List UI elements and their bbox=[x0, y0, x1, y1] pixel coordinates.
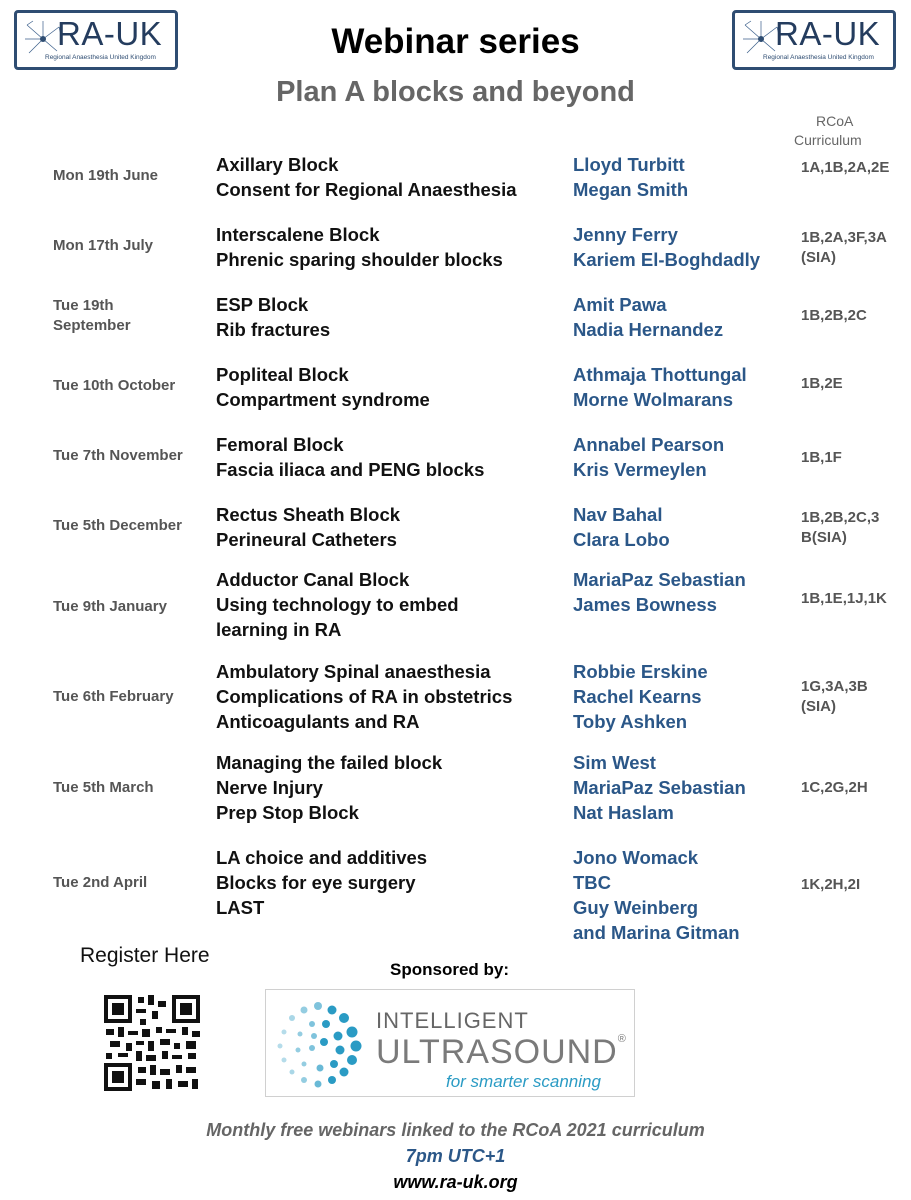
page-title: Webinar series bbox=[331, 22, 580, 61]
curriculum-heading bbox=[794, 112, 894, 150]
topic: Femoral Block bbox=[216, 434, 344, 455]
sponsor-tagline: for smarter scanning bbox=[446, 1072, 601, 1091]
topic: Adductor Canal Block bbox=[216, 569, 410, 590]
speaker: Lloyd Turbitt bbox=[573, 154, 685, 175]
logo-text: RA-UK bbox=[775, 15, 881, 52]
session-speakers bbox=[573, 659, 788, 734]
topic: Complications of RA in obstetrics bbox=[216, 686, 513, 707]
speaker: Guy Weinberg bbox=[573, 897, 699, 918]
date-line: Tue 10th October bbox=[53, 377, 176, 394]
page-subtitle: Plan A blocks and beyond bbox=[276, 76, 635, 108]
logo-subtitle: Regional Anaesthesia United Kingdom bbox=[45, 54, 156, 61]
topic: Axillary Block bbox=[216, 154, 339, 175]
speaker: Nat Haslam bbox=[573, 802, 674, 823]
speaker: Jono Womack bbox=[573, 847, 699, 868]
sponsored-label: Sponsored by: bbox=[390, 960, 510, 979]
topic: ESP Block bbox=[216, 294, 309, 315]
session-topics bbox=[216, 845, 561, 920]
date-line: Mon 19th June bbox=[53, 167, 159, 184]
speaker: Toby Ashken bbox=[573, 711, 688, 732]
speaker: Rachel Kearns bbox=[573, 686, 702, 707]
session-topics bbox=[216, 659, 561, 734]
logo-subtitle: Regional Anaesthesia United Kingdom bbox=[763, 54, 874, 61]
topic: Managing the failed block bbox=[216, 752, 443, 773]
session-topics bbox=[216, 502, 561, 552]
session-speakers bbox=[573, 845, 788, 945]
speaker: and Marina Gitman bbox=[573, 922, 740, 943]
session-date bbox=[53, 376, 203, 396]
date-line: Tue 7th November bbox=[53, 447, 183, 464]
dotted-sphere-icon bbox=[270, 996, 366, 1092]
session-speakers bbox=[573, 750, 788, 825]
session-curriculum: 1B,1E,1J,1K bbox=[801, 590, 887, 607]
session-curriculum: 1B,2E bbox=[801, 375, 843, 392]
session-date bbox=[53, 597, 203, 617]
topic: learning in RA bbox=[216, 619, 342, 640]
speaker: Kris Vermeylen bbox=[573, 459, 707, 480]
session-curriculum: 1A,1B,2A,2E bbox=[801, 159, 890, 176]
speaker: Nadia Hernandez bbox=[573, 319, 724, 340]
session-date bbox=[53, 516, 203, 536]
topic: Consent for Regional Anaesthesia bbox=[216, 179, 517, 200]
register-label: Register Here bbox=[80, 944, 210, 967]
session-topics bbox=[216, 292, 561, 342]
topic: Blocks for eye surgery bbox=[216, 872, 416, 893]
session-speakers bbox=[573, 567, 788, 617]
session-speakers bbox=[573, 362, 788, 412]
topic: Fascia iliaca and PENG blocks bbox=[216, 459, 485, 480]
speaker: Sim West bbox=[573, 752, 656, 773]
session-date bbox=[53, 446, 203, 466]
qr-code-icon[interactable] bbox=[104, 995, 200, 1091]
session-speakers bbox=[573, 152, 788, 202]
session-speakers bbox=[573, 292, 788, 342]
speaker: Megan Smith bbox=[573, 179, 689, 200]
topic: Using technology to embed bbox=[216, 594, 459, 615]
speaker: James Bowness bbox=[573, 594, 717, 615]
footer-website-link[interactable]: www.ra-uk.org bbox=[393, 1172, 518, 1192]
session-date bbox=[53, 778, 203, 798]
topic: Interscalene Block bbox=[216, 224, 380, 245]
sponsor-line1: INTELLIGENT bbox=[376, 1008, 529, 1033]
topic: Compartment syndrome bbox=[216, 389, 430, 410]
session-date bbox=[53, 687, 203, 707]
registered-mark: ® bbox=[617, 1033, 627, 1045]
topic: LAST bbox=[216, 897, 265, 918]
date-line: Tue 5th March bbox=[53, 779, 154, 796]
speaker: Nav Bahal bbox=[573, 504, 663, 525]
session-curriculum: 1G,3A,3B(SIA) bbox=[801, 678, 868, 715]
date-line: Tue 9th January bbox=[53, 598, 167, 615]
logo-text: RA-UK bbox=[57, 15, 163, 52]
session-curriculum: 1C,2G,2H bbox=[801, 779, 868, 796]
speaker: Annabel Pearson bbox=[573, 434, 725, 455]
date-line: September bbox=[53, 317, 131, 334]
session-topics bbox=[216, 362, 561, 412]
date-line: Mon 17th July bbox=[53, 237, 154, 254]
sponsor-line2-text: ULTRASOUND bbox=[376, 1033, 618, 1071]
session-topics bbox=[216, 567, 561, 642]
topic: Phrenic sparing shoulder blocks bbox=[216, 249, 503, 270]
session-date bbox=[53, 296, 203, 336]
speaker: Kariem El-Boghdadly bbox=[573, 249, 761, 270]
session-date bbox=[53, 236, 203, 256]
session-topics bbox=[216, 222, 561, 272]
speaker: MariaPaz Sebastian bbox=[573, 569, 746, 590]
topic: Ambulatory Spinal anaesthesia bbox=[216, 661, 491, 682]
topic: Rectus Sheath Block bbox=[216, 504, 401, 525]
session-curriculum: 1B,1F bbox=[801, 449, 842, 466]
session-topics bbox=[216, 432, 561, 482]
topic: Popliteal Block bbox=[216, 364, 349, 385]
speaker: TBC bbox=[573, 872, 612, 893]
session-curriculum: 1B,2B,2C bbox=[801, 307, 867, 324]
session-topics bbox=[216, 152, 561, 202]
session-speakers bbox=[573, 222, 788, 272]
date-line: Tue 2nd April bbox=[53, 874, 148, 891]
curriculum-heading-line1: RCoA bbox=[816, 113, 854, 129]
topic: Perineural Catheters bbox=[216, 529, 397, 550]
speaker: Morne Wolmarans bbox=[573, 389, 734, 410]
curriculum-heading-line2: Curriculum bbox=[794, 132, 862, 148]
speaker: Clara Lobo bbox=[573, 529, 670, 550]
date-line: Tue 19th bbox=[53, 297, 114, 314]
date-line: Tue 5th December bbox=[53, 517, 182, 534]
topic: Nerve Injury bbox=[216, 777, 323, 798]
session-date bbox=[53, 166, 203, 186]
sponsor-line2 bbox=[376, 1033, 627, 1072]
speaker: Robbie Erskine bbox=[573, 661, 708, 682]
session-topics bbox=[216, 750, 561, 825]
speaker: Amit Pawa bbox=[573, 294, 667, 315]
speaker: Athmaja Thottungal bbox=[573, 364, 747, 385]
session-curriculum: 1B,2A,3F,3A(SIA) bbox=[801, 229, 887, 266]
session-curriculum: 1B,2B,2C,3B(SIA) bbox=[801, 509, 880, 546]
topic: Anticoagulants and RA bbox=[216, 711, 420, 732]
session-speakers bbox=[573, 502, 788, 552]
topic: LA choice and additives bbox=[216, 847, 428, 868]
footer-description: Monthly free webinars linked to the RCoA 2021 curriculum bbox=[206, 1120, 705, 1140]
topic: Rib fractures bbox=[216, 319, 331, 340]
date-line: Tue 6th February bbox=[53, 688, 174, 705]
topic: Prep Stop Block bbox=[216, 802, 359, 823]
speaker: MariaPaz Sebastian bbox=[573, 777, 746, 798]
speaker: Jenny Ferry bbox=[573, 224, 678, 245]
session-curriculum: 1K,2H,2I bbox=[801, 876, 861, 893]
session-date bbox=[53, 873, 203, 893]
sponsor-logo[interactable] bbox=[265, 989, 635, 1097]
session-speakers bbox=[573, 432, 788, 482]
footer-time: 7pm UTC+1 bbox=[405, 1146, 506, 1166]
